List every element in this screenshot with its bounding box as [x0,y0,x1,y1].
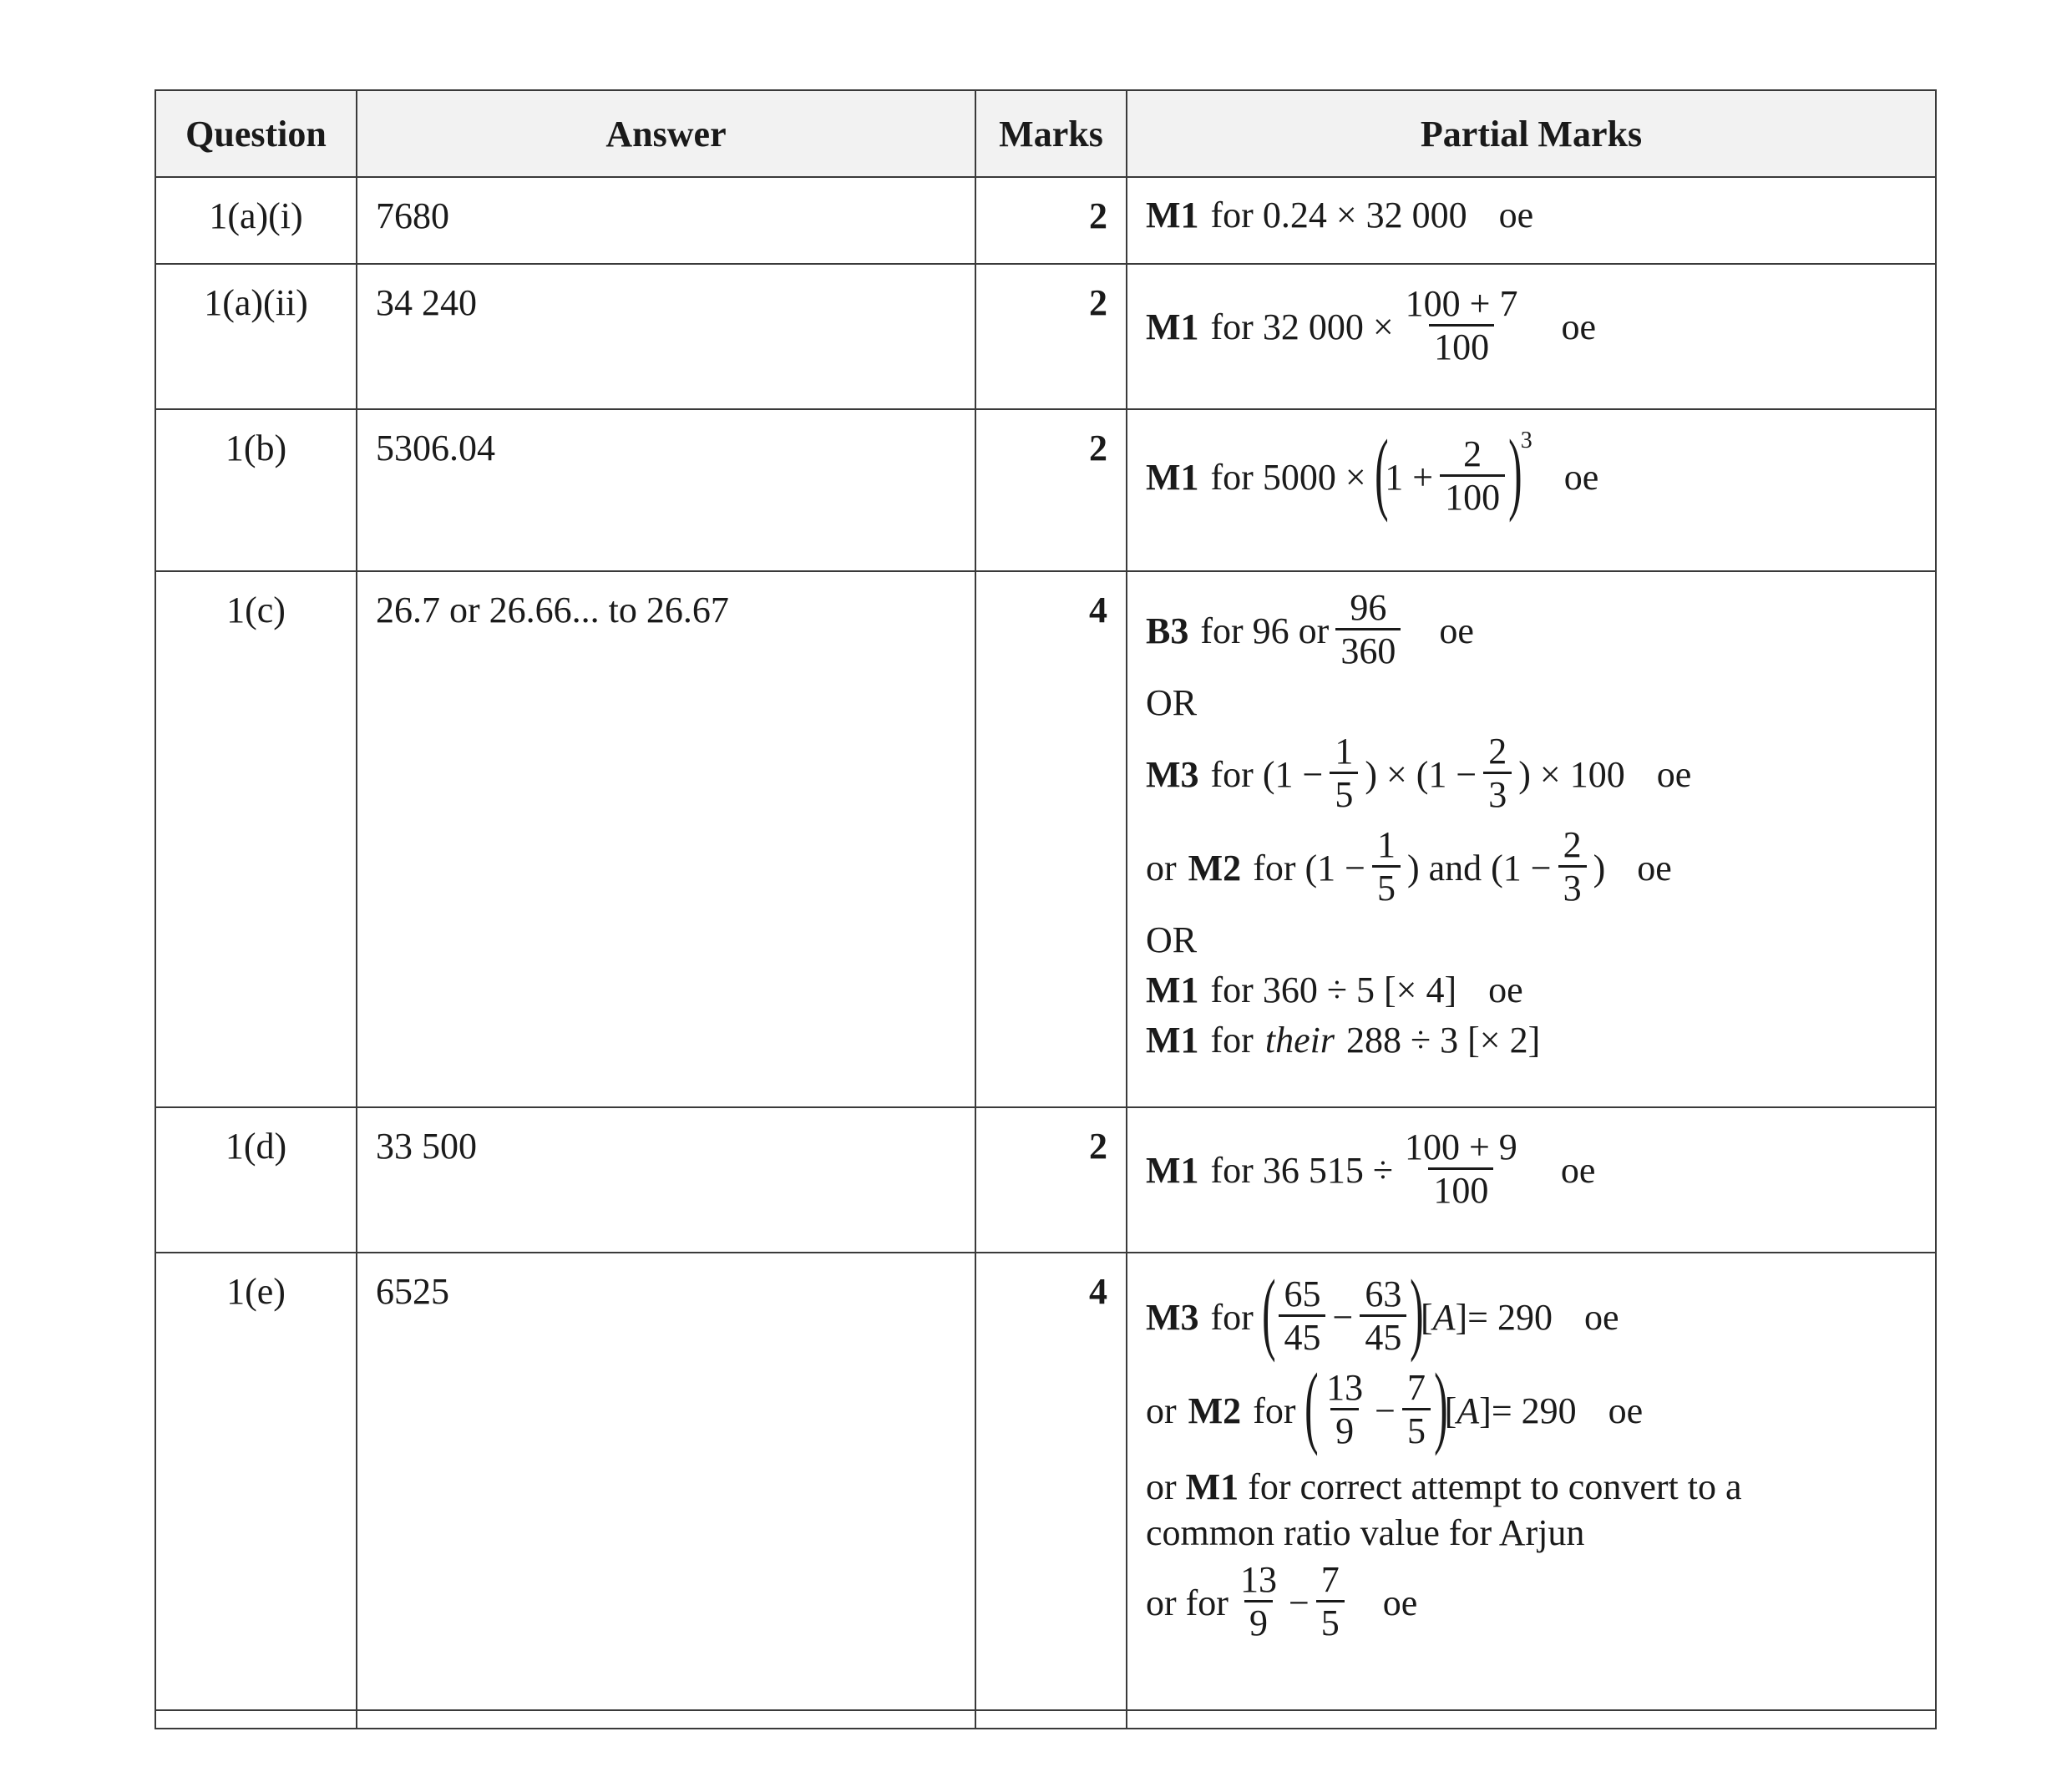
mark-code: M2 [1188,847,1242,889]
partial-line-m3 [1146,1261,1917,1364]
marks-cell: 2 [975,177,1127,264]
numerator: 13 [1239,1559,1277,1600]
partial-line-or-for [1146,1556,1917,1649]
numerator: 1 [1376,824,1396,865]
partial-line [1146,280,1917,373]
denominator: 3 [1483,772,1512,817]
mark-code: M1 [1146,1149,1199,1191]
oe-label: oe [1488,969,1523,1010]
denominator: 9 [1244,1600,1273,1645]
header-answer: Answer [357,90,975,177]
fraction [1401,284,1523,369]
table-row [155,409,1936,571]
empty-cell [1127,1710,1936,1729]
table-row [155,264,1936,409]
right-paren: ) [1410,1261,1424,1363]
mark-scheme-table [155,89,1937,1729]
oe-label: oe [1561,306,1597,347]
numerator: 65 [1284,1273,1321,1314]
fraction [1335,588,1401,673]
fraction [1483,732,1512,817]
numerator: 100 + 7 [1405,283,1518,324]
fraction [1372,825,1401,910]
answer-cell: 33 500 [357,1107,975,1253]
partial-line-m1 [1146,1464,1797,1556]
equals-text: = 290 [1467,1296,1553,1338]
answer-cell: 7680 [357,177,975,264]
oe-label: oe [1560,1149,1596,1191]
partial-text: for 5000 × [1210,456,1366,498]
numerator: 7 [1406,1367,1426,1408]
oe-label: oe [1656,753,1692,795]
mark-scheme-table-wrap [155,89,1935,1729]
partial-text: for 360 ÷ 5 [× 4] [1210,969,1457,1010]
marks-cell: 2 [975,1107,1127,1253]
mark-code: B3 [1146,610,1189,651]
or-divider: OR [1146,919,1198,960]
denominator: 45 [1279,1314,1325,1359]
partial-marks-cell [1127,571,1936,1107]
mark-code: M1 [1146,456,1199,498]
oe-label: oe [1498,194,1534,235]
answer-cell: 6525 [357,1253,975,1710]
header-marks: Marks [975,90,1127,177]
or-prefix: or [1146,1466,1177,1507]
partial-text: for (1 − [1210,753,1324,795]
partial-text-mid: ) × (1 − [1365,753,1477,795]
denominator: 100 [1440,474,1505,519]
partial-text: for [1210,1019,1254,1061]
numerator: 63 [1365,1273,1402,1314]
marks-cell: 4 [975,1253,1127,1710]
mark-code: M1 [1146,306,1199,347]
denominator: 5 [1330,772,1358,817]
partial-text: for 96 or [1200,610,1330,651]
denominator: 9 [1330,1408,1359,1453]
partial-text: for 32 000 × [1210,306,1394,347]
question-cell: 1(e) [155,1253,357,1710]
minus-sign: − [1375,1390,1396,1431]
header-question: Question [155,90,357,177]
partial-text-mid: ) and (1 − [1406,847,1552,889]
numerator: 2 [1488,731,1507,772]
numerator: 100 + 9 [1404,1126,1517,1167]
table-row [155,1107,1936,1253]
denominator: 360 [1335,628,1401,673]
fraction [1279,1274,1325,1359]
partial-line-m3 [1146,727,1917,821]
left-paren: ( [1374,421,1389,523]
fraction [1400,1127,1522,1213]
empty-cell [975,1710,1127,1729]
marks-cell: 2 [975,264,1127,409]
minus-sign: − [1332,1296,1354,1338]
denominator: 3 [1558,865,1587,910]
partial-line-m2 [1146,821,1917,914]
oe-label: oe [1382,1582,1418,1623]
fraction [1402,1368,1431,1453]
bracket-open: [ [1420,1296,1433,1338]
bracket-open: [ [1444,1390,1457,1431]
table-row [155,1253,1936,1710]
marks-cell: 4 [975,571,1127,1107]
or-prefix: or [1146,847,1177,889]
partial-line-m1b [1146,1015,1917,1065]
mark-code: M1 [1146,194,1199,235]
right-paren: ) [1508,421,1522,523]
question-cell: 1(d) [155,1107,357,1253]
answer-cell: 34 240 [357,264,975,409]
fraction [1360,1274,1406,1359]
denominator: 5 [1316,1600,1345,1645]
empty-cell [357,1710,975,1729]
partial-text-end: ) [1593,847,1606,889]
table-row-partial [155,1710,1936,1729]
empty-cell [155,1710,357,1729]
partial-marks-cell [1127,409,1936,571]
partial-text: for 36 515 ÷ [1210,1149,1393,1191]
right-paren: ) [1434,1354,1448,1456]
partial-line [1146,421,1917,524]
bracket-close: ] [1479,1390,1492,1431]
numerator: 13 [1326,1367,1364,1408]
partial-marks-cell [1127,1253,1936,1710]
partial-marks-cell [1127,264,1936,409]
numerator: 96 [1350,587,1387,628]
oe-label: oe [1608,1390,1644,1431]
oe-label: oe [1563,456,1599,498]
denominator: 5 [1402,1408,1431,1453]
oe-label: oe [1439,610,1474,651]
partial-line-m2 [1146,1354,1917,1457]
fraction [1321,1368,1368,1453]
mark-code: M1 [1185,1466,1239,1507]
oe-label: oe [1637,847,1672,889]
equals-text: = 290 [1491,1390,1577,1431]
partial-text: for 0.24 × 32 000 [1210,194,1467,235]
partial-marks-cell [1127,1107,1936,1253]
mark-code: M3 [1146,1296,1199,1338]
partial-marks-cell [1127,177,1936,264]
answer-cell: 26.7 or 26.66... to 26.67 [357,571,975,1107]
marks-cell: 2 [975,409,1127,571]
numerator: 1 [1335,731,1354,772]
left-paren: ( [1261,1261,1276,1363]
question-cell: 1(a)(ii) [155,264,357,409]
denominator: 100 [1429,324,1494,369]
partial-text-end: ) × 100 [1518,753,1625,795]
table-row [155,177,1936,264]
left-paren: ( [1304,1354,1319,1456]
mark-code: M1 [1146,1019,1199,1061]
or-prefix: or [1146,1390,1177,1431]
denominator: 45 [1360,1314,1406,1359]
fraction [1558,825,1587,910]
header-partial-marks: Partial Marks [1127,90,1936,177]
numerator: 2 [1563,824,1582,865]
fraction [1330,732,1358,817]
mark-code: M2 [1188,1390,1242,1431]
or-divider: OR [1146,681,1198,723]
fraction [1235,1560,1282,1645]
table-row [155,571,1936,1107]
fraction [1316,1560,1345,1645]
mark-code: M1 [1146,969,1199,1010]
header-row [155,90,1936,177]
numerator: 2 [1463,433,1482,474]
partial-text: or for [1146,1582,1229,1623]
partial-text-post: 288 ÷ 3 [× 2] [1345,1019,1541,1061]
one-plus: 1 + [1385,456,1434,498]
partial-line [1146,190,1917,240]
question-cell: 1(c) [155,571,357,1107]
numerator: 7 [1320,1559,1340,1600]
answer-cell: 5306.04 [357,409,975,571]
bracket-close: ] [1455,1296,1468,1338]
denominator: 100 [1428,1167,1493,1213]
variable-a: A [1432,1296,1456,1338]
variable-a: A [1456,1390,1480,1431]
their-label: their [1264,1019,1335,1061]
fraction [1440,434,1505,519]
minus-sign: − [1288,1582,1310,1623]
partial-line [1146,1123,1917,1217]
exponent: 3 [1520,427,1532,453]
partial-line-m1a [1146,964,1917,1015]
partial-text: for [1210,1296,1254,1338]
question-cell: 1(a)(i) [155,177,357,264]
partial-line-b3 [1146,584,1917,677]
oe-label: oe [1583,1296,1619,1338]
mark-code: M3 [1146,753,1199,795]
partial-text: for [1253,1390,1296,1431]
partial-text: for correct attempt to convert to a common ratio value for Arjun [1146,1466,1742,1553]
question-cell: 1(b) [155,409,357,571]
denominator: 5 [1372,865,1401,910]
partial-text: for (1 − [1253,847,1365,889]
